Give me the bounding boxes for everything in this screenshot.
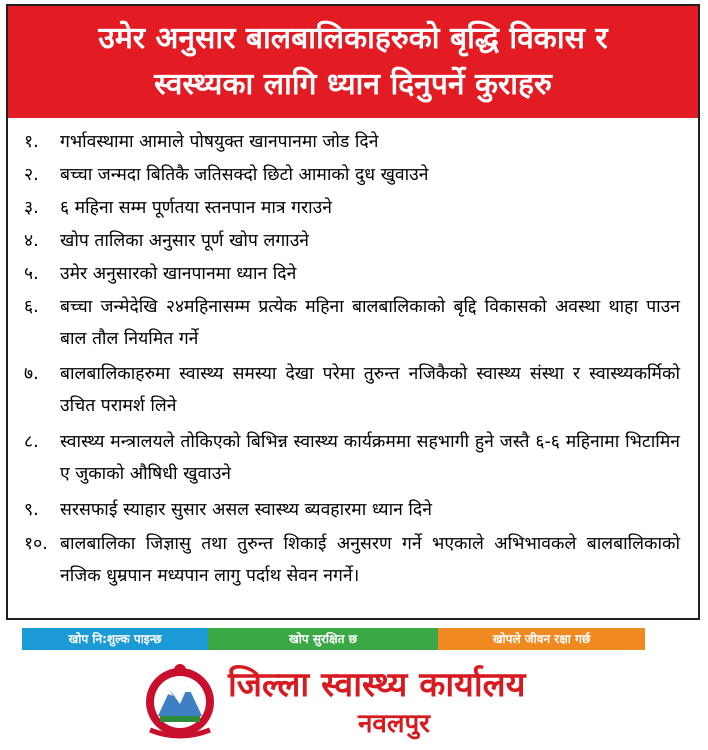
item-text: बालबालिका जिज्ञासु तथा तुरुन्त शिकाई अनुसरण गर्ने भएकाले अभिभावकले बालबालिकाको नजिक धुम्रपान मध्यपान लागु पर्दाथ सेवन नगर्ने। bbox=[60, 534, 680, 586]
office-title: जिल्ला स्वास्थ्य कार्यालय bbox=[228, 665, 526, 705]
item-text: स्वास्थ्य मन्त्रालयले तोकिएको बिभिन्न स्वास्थ्य कार्यक्रममा सहभागी हुने जस्तै ६-६ महिनामा भिटामिन ए जुकाको औषिधी खुवाउने bbox=[60, 432, 680, 484]
item-number: ७. bbox=[24, 364, 39, 384]
header-title-line-2: स्वस्थ्यका लागि ध्यान दिनुपर्ने कुराहरु bbox=[154, 67, 552, 102]
item-number: ९. bbox=[24, 500, 39, 520]
item-number: ५. bbox=[24, 264, 39, 284]
item-text: बच्चा जन्मदा बितिकै जतिसक्दो छिटो आमाको दुध खुवाउने bbox=[60, 165, 429, 185]
item-text: बच्चा जन्मेदेखि २४महिनासम्म प्रत्येक महिना बालबालिकाको बृद्दि विकासको अवस्था थाहा पाउन बाल तौल नियमित गर्ने bbox=[60, 297, 680, 349]
office-location: नवलपुर bbox=[358, 709, 430, 739]
slogan-free-vaccine: खोप नि:शुल्क पाइन्छ bbox=[22, 628, 208, 650]
slogan-vaccine-saves-life: खोपले जीवन रक्षा गर्छ bbox=[438, 628, 645, 650]
item-number: ८. bbox=[24, 432, 39, 452]
notice-frame bbox=[6, 4, 700, 620]
slogan-safe-vaccine: खोप सुरक्षित छ bbox=[208, 628, 438, 650]
item-number: १. bbox=[24, 132, 39, 152]
notice-header bbox=[8, 6, 698, 118]
header-title-line-1: उमेर अनुसार बालबालिकाहरुको बृद्धि विकास र bbox=[98, 21, 608, 56]
item-text: गर्भावस्थामा आमाले पोषयुक्त खानपानमा जोड दिने bbox=[60, 132, 379, 152]
item-number: ३. bbox=[24, 198, 39, 218]
office-signature bbox=[228, 660, 658, 746]
item-number: १०. bbox=[24, 534, 48, 554]
nepal-emblem-icon bbox=[140, 660, 220, 740]
item-text: ६ महिना सम्म पूर्णतया स्तनपान मात्र गराउने bbox=[60, 198, 332, 218]
item-text: उमेर अनुसारको खानपानमा ध्यान दिने bbox=[60, 264, 297, 284]
item-text: सरसफाई स्याहार सुसार असल स्वास्थ्य ब्यवहारमा ध्यान दिने bbox=[60, 500, 432, 520]
footer-slogan-bar bbox=[22, 628, 645, 650]
item-number: २. bbox=[24, 165, 39, 185]
item-text: खोप तालिका अनुसार पूर्ण खोप लगाउने bbox=[60, 231, 310, 251]
item-number: ६. bbox=[24, 297, 39, 317]
item-number: ४. bbox=[24, 231, 39, 251]
item-text: बालबालिकाहरुमा स्वास्थ्य समस्या देखा परेमा तुरुन्त नजिकैको स्वास्थ्य संस्था र स्वास्थ्यकर्मिको उचित परामर्श लिने bbox=[60, 364, 680, 416]
